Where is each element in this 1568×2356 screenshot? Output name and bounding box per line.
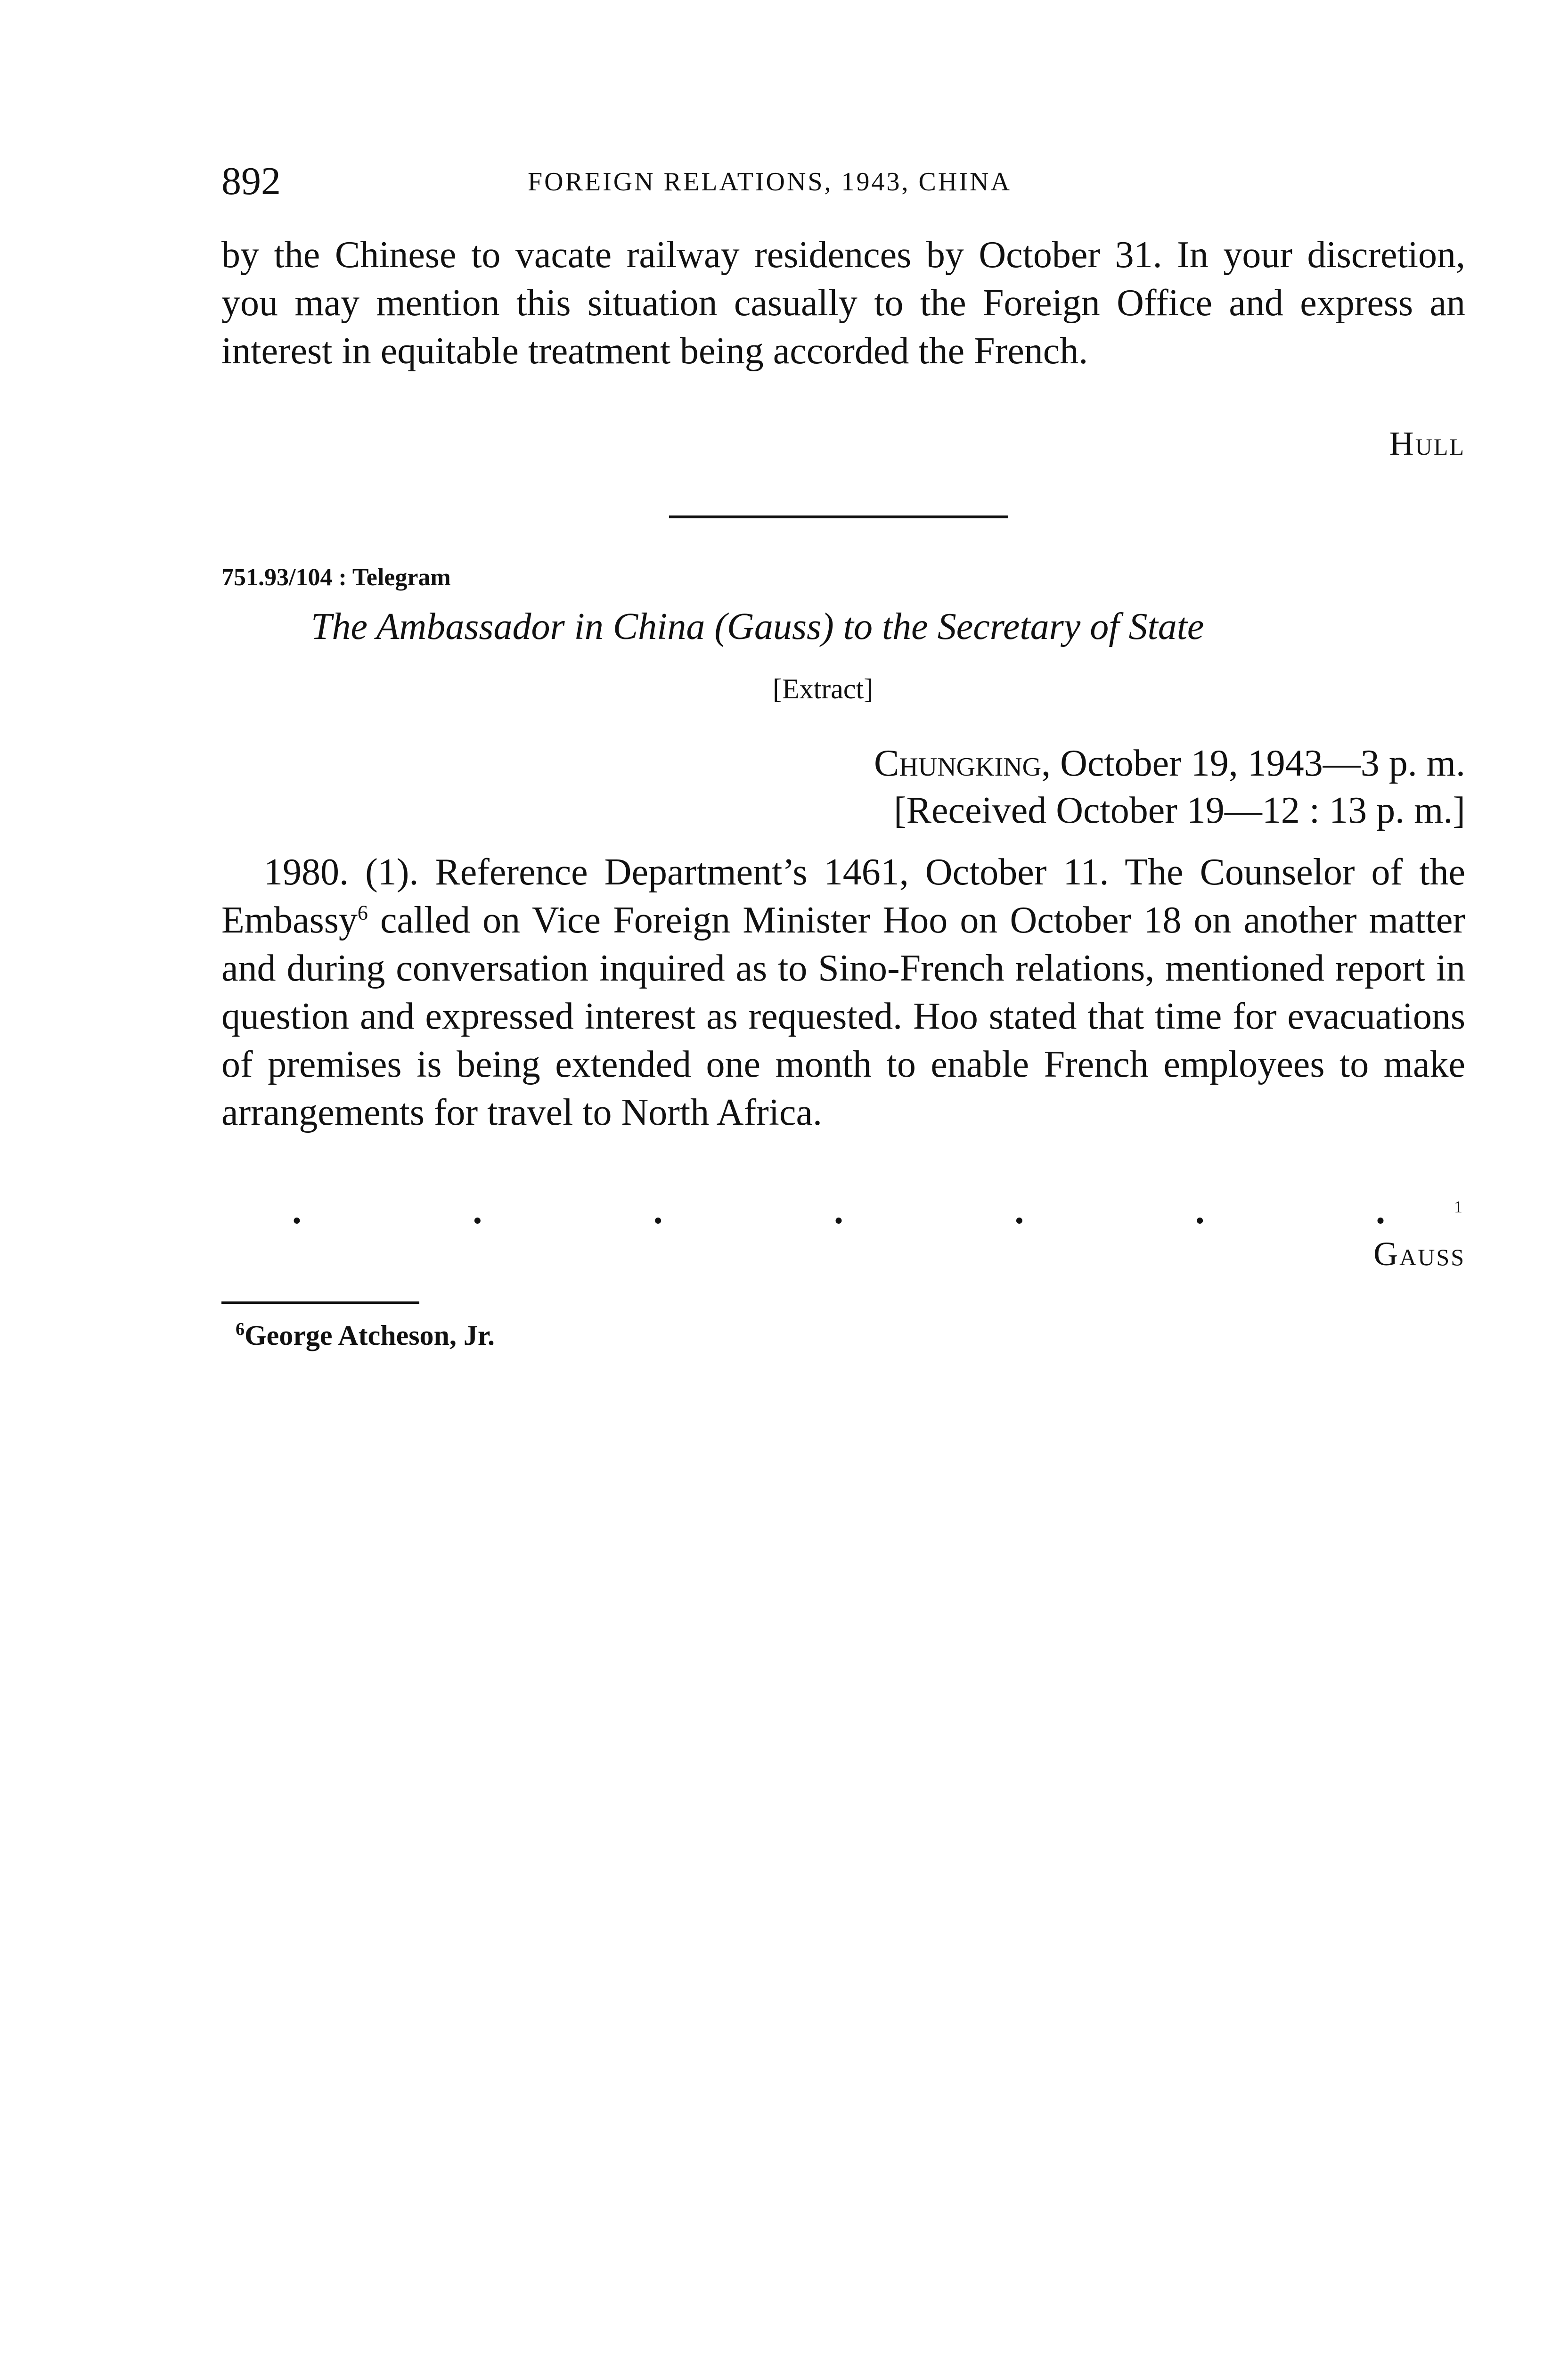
page-number: 892 (221, 159, 281, 203)
dateline (874, 740, 1465, 787)
ellipsis-dot: . (653, 1190, 663, 1232)
extract-label: [Extract] (773, 673, 874, 704)
ellipsis-dot: . (292, 1190, 302, 1232)
omission-ellipsis (292, 1187, 1385, 1235)
ellipsis-dot: . (1375, 1190, 1385, 1232)
ellipsis-dot: . (833, 1190, 843, 1232)
footnote (236, 1319, 495, 1352)
ellipsis-dot: . (1195, 1190, 1205, 1232)
telegram-body-part-a: 1980. (1). Reference Department’s 1461, October 11. The Counselor of the Embassy (221, 851, 1465, 941)
footnote-divider (221, 1301, 419, 1304)
signature-hull: Hull (1389, 425, 1465, 462)
file-reference: 751.93/104 : Telegram (221, 564, 451, 591)
signature-gauss: Gauss (1373, 1235, 1465, 1273)
page-header (221, 155, 1465, 207)
ellipsis-dot: . (473, 1190, 482, 1232)
section-divider (669, 515, 1008, 518)
footnote-text: George Atcheson, Jr. (245, 1320, 495, 1351)
received-line: [Received October 19—12 : 13 p. m.] (893, 790, 1465, 831)
running-head: FOREIGN RELATIONS, 1943, CHINA (528, 167, 1012, 196)
footnote-reference: 6 (357, 901, 368, 924)
telegram-body-part-b: called on Vice Foreign Minister Hoo on October 18 on another matter and during conversation inquired as to Sino-French relations, mentioned report in question and expressed interest as requested. Hoo stated that time for evacuations of premises is being extended one month to enable French employees to make arrangements for travel to North Africa. (221, 900, 1465, 1133)
dateline-date: October 19, 1943—3 p. m. (1051, 743, 1465, 784)
telegram-body (221, 848, 1465, 1137)
footnote-number: 6 (236, 1319, 245, 1339)
omission-mark: 1 (1454, 1197, 1462, 1216)
document-title: The Ambassador in China (Gauss) to the Secretary of State (311, 606, 1204, 647)
dateline-place: Chungking, (874, 743, 1051, 784)
ellipsis-dot: . (1014, 1190, 1024, 1232)
paragraph-continued: by the Chinese to vacate railway residences by October 31. In your discretion, you may mention this situation casually to the Foreign Office and express an interest in equitable treatment being accorded the French. (221, 234, 1465, 372)
